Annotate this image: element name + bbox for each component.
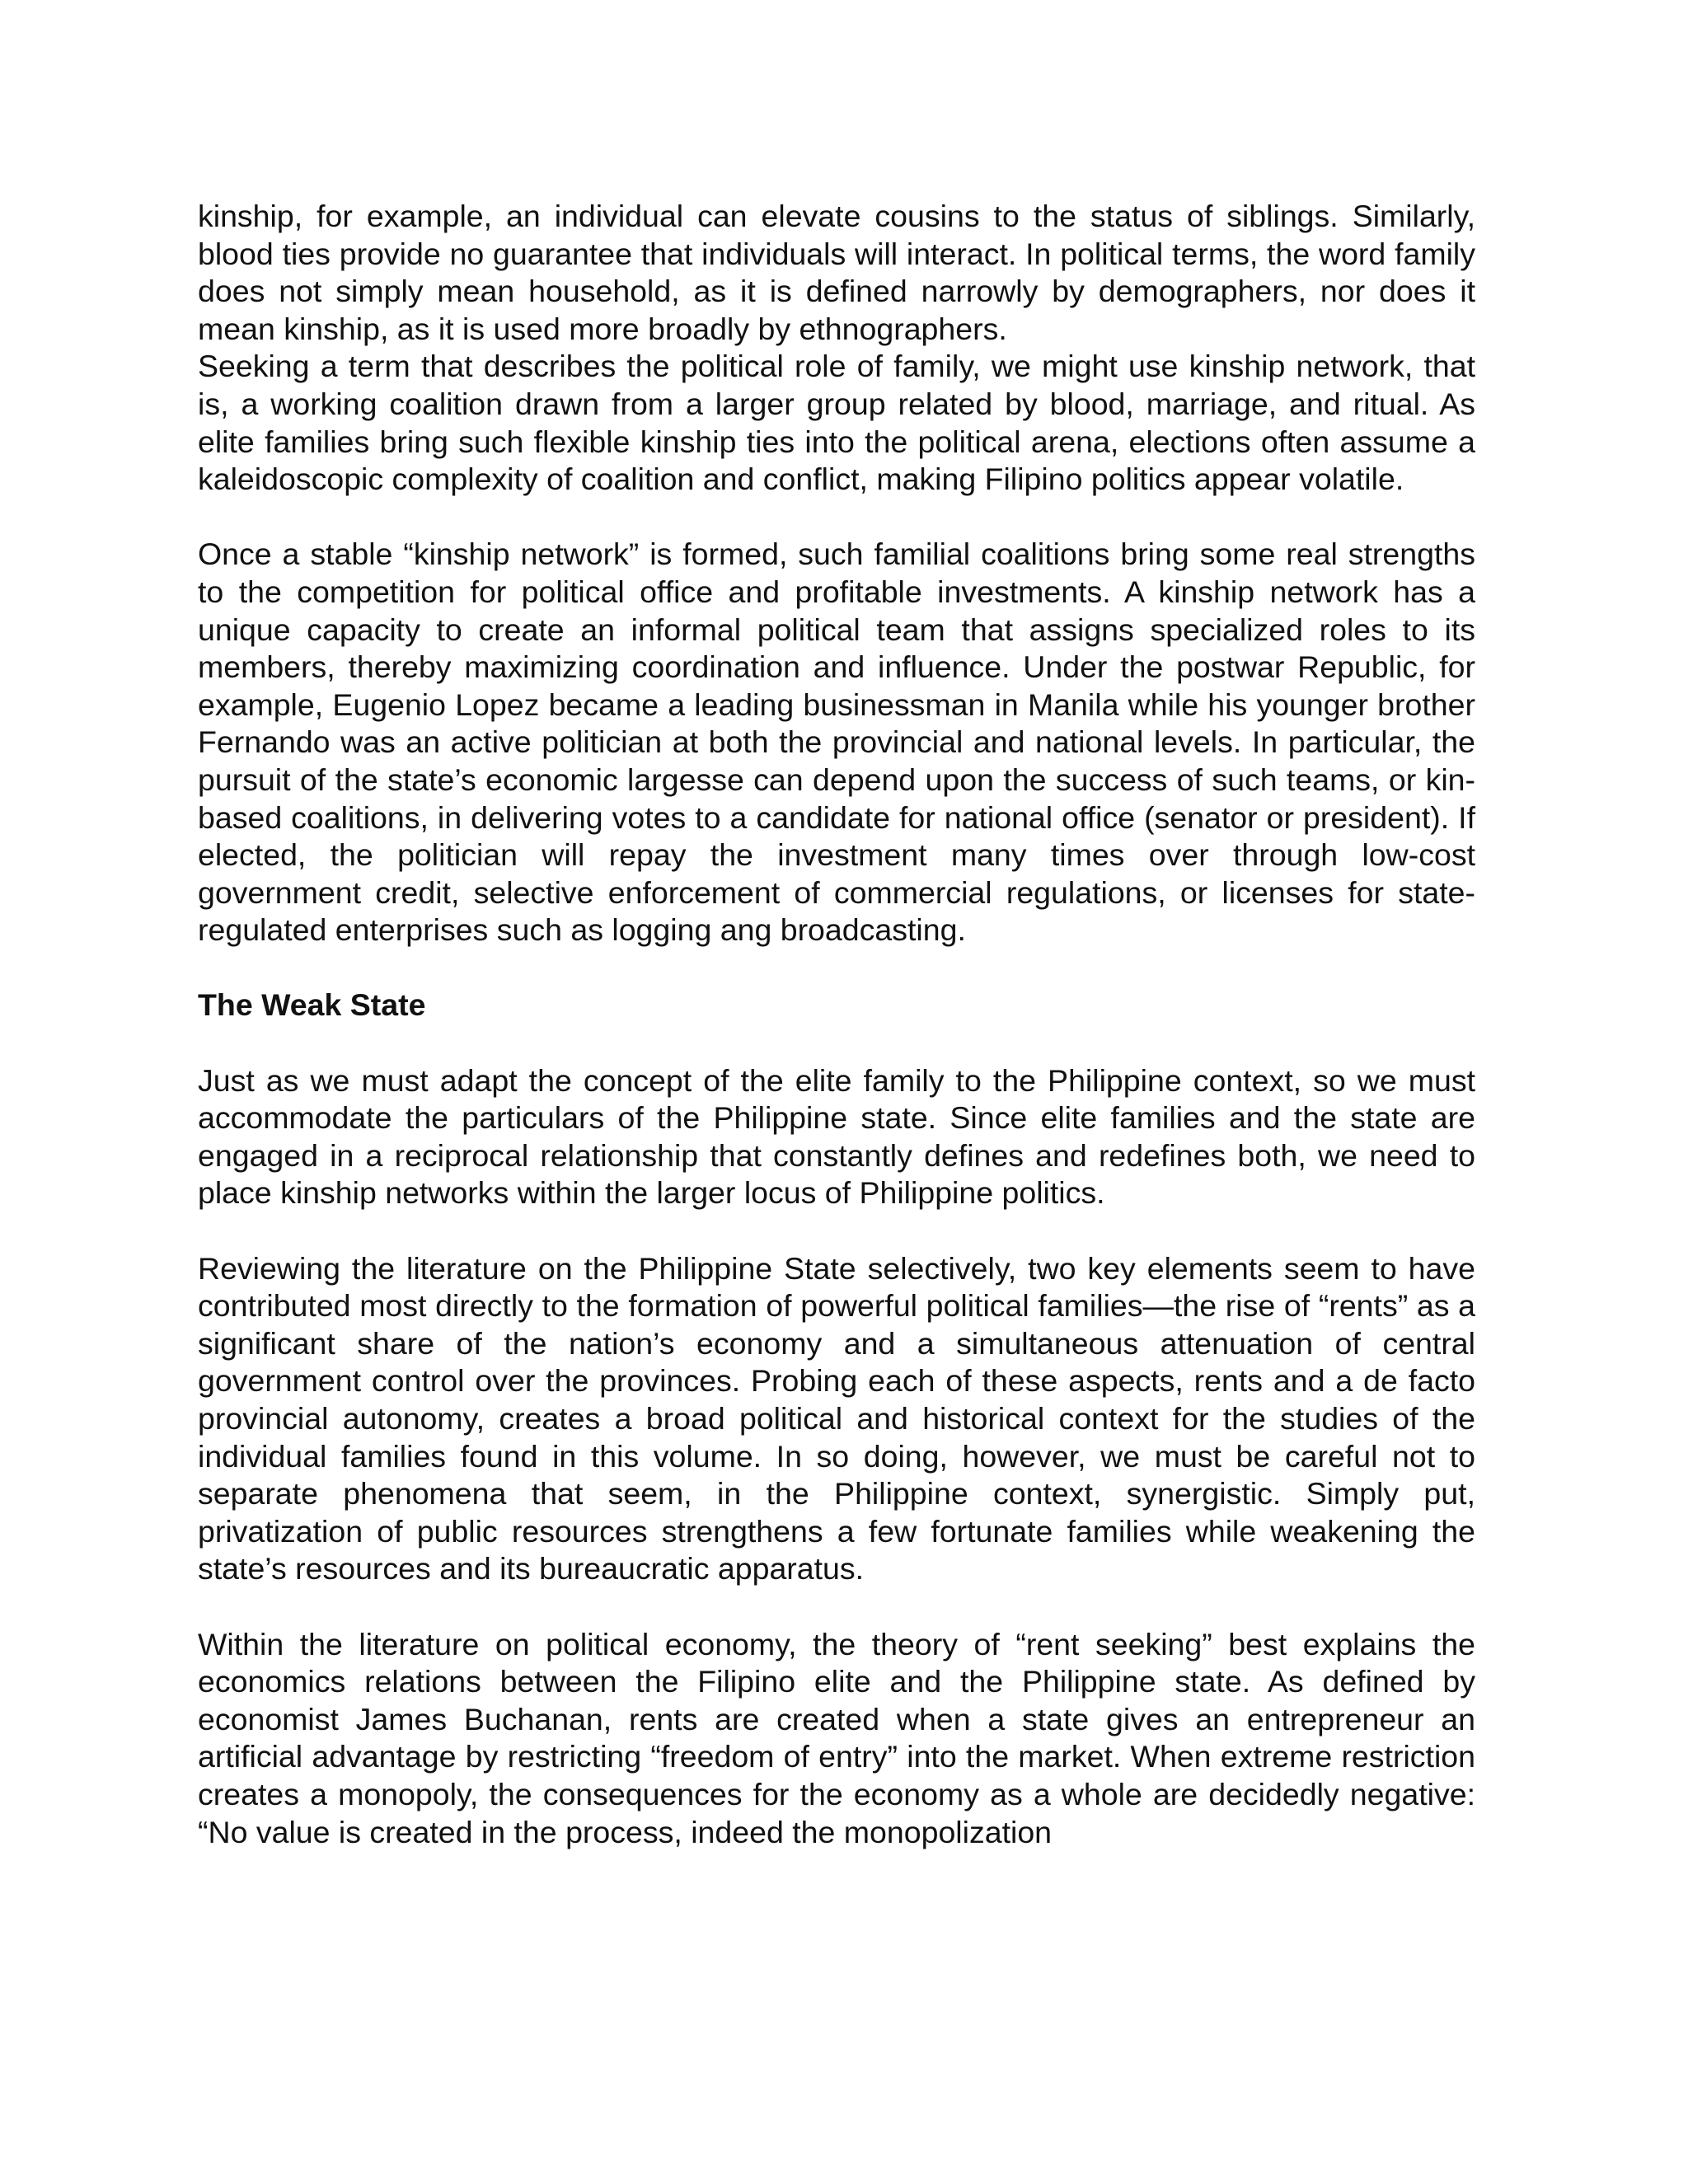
- paragraph-spacer: [198, 499, 1475, 537]
- paragraph-spacer: [198, 1024, 1475, 1062]
- paragraph-spacer: [198, 1212, 1475, 1250]
- paragraph-kinship-network: Seeking a term that describes the political role of family, we might use kinship network, that is, a working coalition drawn from a larger group related by blood, marriage, and ritual. As elite families bring such flexible kinship ties into the political arena, elections often assume a kaleidoscopic complexity of coalition and conflict, making Filipino politics appear volatile.: [198, 349, 1475, 497]
- paragraph-spacer: [198, 949, 1475, 987]
- paragraph-stable-network: Once a stable “kinship network” is formed, such familial coalitions bring some real strengths to the competition for political office and profitable investments. A kinship network has a unique capacity to create an informal political team that assigns specialized roles to its members, thereby maximizing coordination and influence. Under the postwar Republic, for example, Eugenio Lopez became a leading businessman in Manila while his younger brother Fernando was an active politician at both the provincial and national levels. In particular, the pursuit of the state’s economic largesse can depend upon the success of such teams, or kin-based coalitions, in delivering votes to a candidate for national office (senator or president). If elected, the politician will repay the investment many times over through low-cost government credit, selective enforcement of commercial regulations, or licenses for state-regulated enterprises such as logging ang broadcasting.: [198, 537, 1475, 948]
- section-heading: The Weak State: [198, 987, 426, 1023]
- paragraph-literature-review: Reviewing the literature on the Philippine State selectively, two key elements seem to have contributed most directly to the formation of powerful political families—the rise of “rents” as a significant share of the nation’s economy and a simultaneous attenuation of central government control over the provinces. Probing each of these aspects, rents and a de facto provincial autonomy, creates a broad political and historical context for the studies of the individual families found in this volume. In so doing, however, we must be careful not to separate phenomena that seem, in the Philippine context, synergistic. Simply put, privatization of public resources strengthens a few fortunate families while weakening the state’s resources and its bureaucratic apparatus.: [198, 1250, 1475, 1586]
- paragraph-rent-seeking: Within the literature on political economy, the theory of “rent seeking” best explains the economics relations between the Filipino elite and the Philippine state. As defined by economist James Buchanan, rents are created when a state gives an entrepreneur an artificial advantage by restricting “freedom of entry” into the market. When extreme restriction creates a monopoly, the consequences for the economy as a whole are decidedly negative: “No value is created in the process, indeed the monopolization: [198, 1626, 1475, 1849]
- document-page: [198, 198, 1475, 1851]
- paragraph-spacer: [198, 1588, 1475, 1626]
- paragraph-kinship-definition: kinship, for example, an individual can elevate cousins to the status of siblings. Similarly, blood ties provide no guarantee that individuals will interact. In political terms, the word family does not simply mean household, as it is defined narrowly by demographers, nor does it mean kinship, as it is used more broadly by ethnographers.: [198, 199, 1475, 346]
- paragraph-philippine-state: Just as we must adapt the concept of the elite family to the Philippine context, so we must accommodate the particulars of the Philippine state. Since elite families and the state are engaged in a reciprocal relationship that constantly defines and redefines both, we need to place kinship networks within the larger locus of Philippine politics.: [198, 1062, 1475, 1211]
